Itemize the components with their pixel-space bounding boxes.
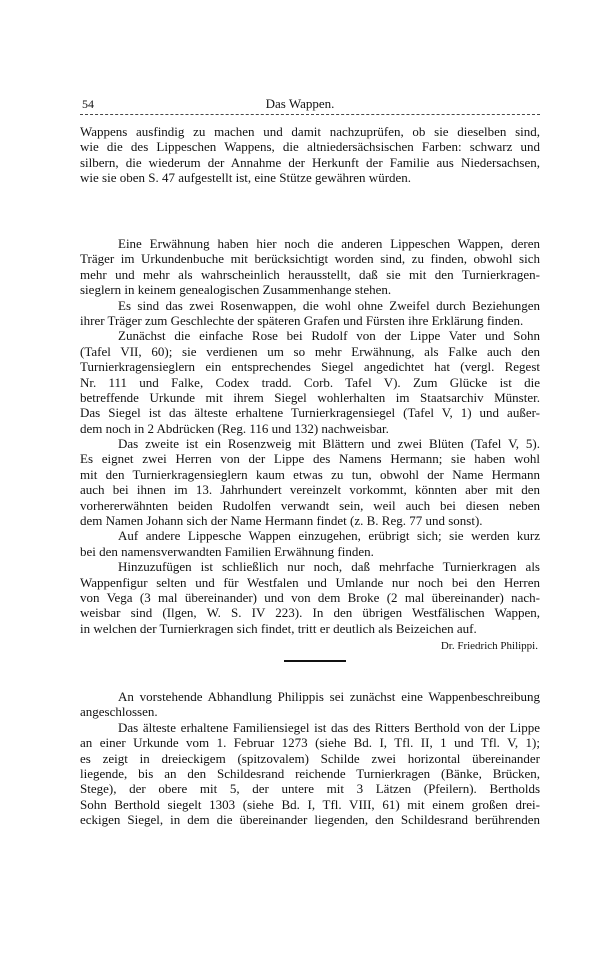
paragraph <box>80 328 540 436</box>
section-separator <box>284 660 346 662</box>
section-intro-text <box>80 124 540 186</box>
text-line: Hinzuzufügen ist schließlich nur noch, daß mehrfache Turnierkragen als <box>118 559 540 575</box>
text-line: dem Namen Johann sich der Name Hermann findet (z. B. Reg. 77 und sonst). <box>80 513 483 529</box>
text-line: eckigen Siegel, in dem die übereinander liegenden, den Schildesrand berührenden <box>80 812 540 828</box>
text-line: bei den namensverwandten Familien Erwähnung finden. <box>80 543 374 559</box>
paragraph <box>80 436 540 528</box>
paragraph <box>80 528 540 559</box>
text-line: liegende, bis an den Schildesrand reichende Turnierkragen (Bänke, Brücken, <box>80 765 540 781</box>
text-line: sieglern in keinem genealogischen Zusammenhange stehen. <box>80 282 392 298</box>
text-line: Wappenfigur selten und für Westfalen und Umlande nur noch bei den Herren <box>80 574 540 590</box>
paragraph <box>80 720 540 828</box>
paragraph <box>80 298 540 329</box>
author-signature: Dr. Friedrich Philippi. <box>440 640 538 652</box>
text-line: dem noch in 2 Abdrücken (Reg. 116 und 132) nachweisbar. <box>80 420 389 436</box>
header-rule <box>80 114 540 115</box>
text-line: Träger im Urkundenbuche mit berücksichtigt worden sind, zu finden, obwohl sich <box>80 251 540 267</box>
text-line: weisbar sind (Ilgen, W. S. IV 223). In den übrigen Westfälischen Wappen, <box>80 605 540 621</box>
text-line: An vorstehende Abhandlung Philippis sei zunächst eine Wappenbeschreibung <box>118 689 540 704</box>
text-line: angeschlossen. <box>80 704 158 720</box>
text-line: Wappens ausfindig zu machen und damit nachzuprüfen, ob sie dieselben sind, <box>80 124 540 139</box>
text-line: Das zweite ist ein Rosenzweig mit Blättern und zwei Blüten (Tafel V, 5). <box>118 436 540 452</box>
text-line: an einer Urkunde vom 1. Februar 1273 (siehe Bd. I, Tfl. II, 1 und Tfl. V, 1); <box>80 735 540 751</box>
paragraph <box>80 689 540 720</box>
text-line: wie die des Lippeschen Wappens, die altniedersächsischen Farben: schwarz und <box>80 139 540 155</box>
paragraph <box>80 236 540 298</box>
text-line: es zeigt in dreieckigem (spitzovalem) Schilde zwei horizontal übereinander <box>80 750 540 766</box>
text-line: Zunächst die einfache Rose bei Rudolf von der Lippe Vater und Sohn <box>118 328 540 344</box>
text-line: Auf andere Lippesche Wappen einzugehen, erübrigt sich; sie werden kurz <box>118 528 540 544</box>
text-line: Nr. 111 und Falke, Codex tradd. Corb. Tafel V). Zum Glücke ist die <box>80 374 540 390</box>
running-title: Das Wappen. <box>265 96 335 111</box>
text-line: betreffende Urkunde mit ihrem Siegel wohlerhalten im Staatsarchiv Münster. <box>80 389 540 405</box>
paragraph <box>80 559 540 636</box>
section-arms-description-text <box>80 689 540 828</box>
text-line: vorhererwähnten beiden Rudolfen verwandt sein, weil auch bei diesen neben <box>80 497 540 513</box>
text-line: silbern, die wiederum der Annahme der Herkunft der Familie aus Niedersachsen, <box>80 154 540 170</box>
text-line: Es sind das zwei Rosenwappen, die wohl ohne Zweifel durch Beziehungen <box>118 297 540 313</box>
text-line: mehr und mehr als wahrscheinlich herausstellt, daß sie mit den Turnierkragen- <box>80 266 540 282</box>
text-line: von Vega (3 mal übereinander) und von dem Broke (2 mal übereinander) nach- <box>80 589 540 605</box>
text-line: in welchen der Turnierkragen sich findet, tritt er deutlich als Beizeichen auf. <box>80 620 477 636</box>
text-line: (Tafel VII, 60); sie verdienen um so mehr Erwähnung, als Falke auch den <box>80 343 540 359</box>
section-other-arms-text <box>80 236 540 636</box>
text-line: Stege), der obere mit 5, der untere mit 3 Lätzen (Pfeilern). Bertholds <box>80 781 540 797</box>
text-line: Eine Erwähnung haben hier noch die anderen Lippeschen Wappen, deren <box>118 236 540 251</box>
text-line: Turnierkragensieglern ein entsprechendes Siegel angedichtet hat (vergl. Regest <box>80 359 540 375</box>
paragraph <box>80 124 540 186</box>
text-line: auch bei ihnen im 13. Jahrhundert vereinzelt vorkommt, könnten aber mit den <box>80 482 540 498</box>
text-line: Es eignet zwei Herren von der Lippe des Namens Hermann; sie haben wohl <box>80 451 540 467</box>
text-line: wie sie oben S. 47 aufgestellt ist, eine Stütze gewähren würden. <box>80 170 412 186</box>
text-line: Das älteste erhaltene Familiensiegel ist das des Ritters Berthold von der Lippe <box>118 719 540 735</box>
text-line: Das Siegel ist das älteste erhaltene Turnierkragensiegel (Tafel V, 1) und außer- <box>80 405 540 421</box>
text-line: ihrer Träger zum Geschlechte der späteren Grafen und Fürsten ihre Erklärung finden. <box>80 312 524 328</box>
page-number: 54 <box>82 97 94 111</box>
text-line: mit den Turnierkragensieglern kaum etwas zu tun, obwohl der Name Hermann <box>80 466 540 482</box>
text-line: Sohn Berthold siegelt 1303 (siehe Bd. I, Tfl. VIII, 61) mit einem großen drei- <box>80 796 540 812</box>
